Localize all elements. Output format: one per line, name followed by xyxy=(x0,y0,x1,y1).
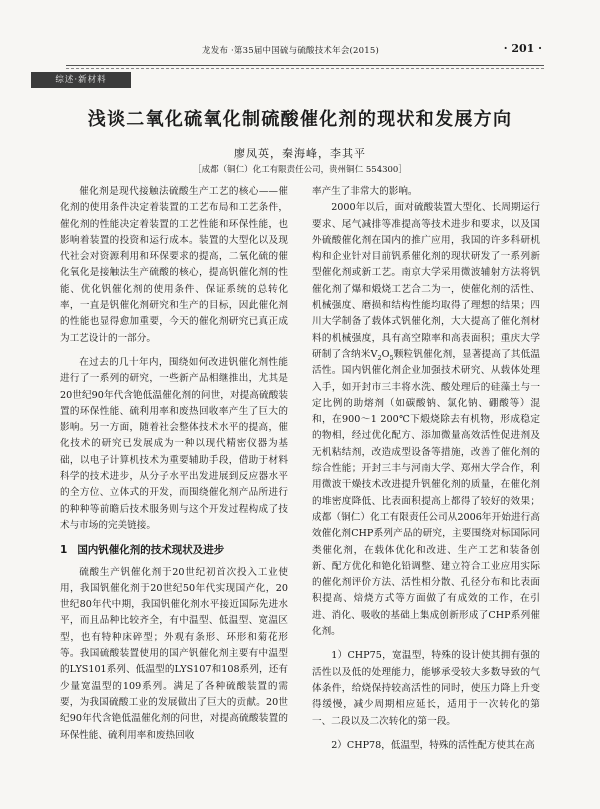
list-item: 2）CHP78，低温型，特殊的活性配方使其在高 xyxy=(331,739,535,751)
running-header xyxy=(0,44,600,64)
text-run: 2000年以后，面对硫酸装置大型化、长周期运行要求、尾气减排等准提高等技术进步和要求，以及国外硫酸催化剂在国内的推广应用，我国的许多科研机构和企业针对目前钒系催化剂的现状研发了一系列新型催化剂或新工艺。南京大学采用微波辅射方法将钒催化剂了爆和煅烧工艺合二为一，使催化剂的活性、机械强度、磨损和结构性能均取得了理想的结果；四川大学制备了载体式钒催化剂，大大提高了催化剂材料的机械强度，具有高空隙率和高表面积；重庆大学研制了含纳米V xyxy=(312,202,540,360)
right-column xyxy=(312,184,540,754)
left-column xyxy=(60,184,288,744)
subscript: 2 xyxy=(377,353,382,362)
text-run: O xyxy=(381,348,390,360)
section-heading-number: 1 xyxy=(60,544,68,557)
paragraph-spacer xyxy=(312,640,540,648)
body-paragraph-continued: 率产生了非常大的影响。 xyxy=(312,186,418,197)
body-paragraph: 在过去的几十年内，围绕如何改进钒催化剂性能进行了一系列的研究，一些新产品相继推出，尤其是20世纪90年代含铯低温催化剂的问世，对提高硫酸装置的环保性能、硫利用率和废热回收率产生了巨大的影响。另一方面，随着社会整体技术水平的提高，催化技术的研究已发展成为一种以现代精密仪器为基础，以电子计算机技术为重要辅助手段，借助于材料科学的技术进步，从分子水平出发进展到反应器水平的全方位、立体式的开发，而围绕催化剂产品所进行的种种等前瞻后技术服务则与这个开发过程构成了技术与市场的完美链接。 xyxy=(60,356,288,531)
article-authors: 廖凤英，秦海峰，李其平 xyxy=(234,147,366,160)
paragraph-spacer xyxy=(60,347,288,355)
text-run: 颗粒钒催化剂，显著提高了其低温活性。国内钒催化剂企业加强技术研究、从载体处理入手，如开封市三丰将水洗、酸处理后的硅藻土与一定比例的助熔剂（如碳酸钠、氯化钠、硼酸等）混和，在900～1 200℃下煅烧除去有机物，形成稳定的物相，经过优化配方、添加微量高效活性促进剂及无机粘结剂，改造成型设备等措施，改善了催化剂的综合性能；开封三丰与河南大学、郑州大学合作，利用微波干燥技术改进提升钒催化剂的质量，在催化剂的堆密度降低、比表面积提高上都得了较好的效果；成都（铜仁）化工有限责任公司从2006年开始进行高效催化剂CHP系列产品的研究，主要围绕对标国际同类催化剂，在载体优化和改进、生产工艺和装备创新、配方优化和铯化铅调整、建立符合工业应用实际的催化剂评价方法、活性相分散、孔径分布和比表面积提高、焙烧方式等方面做了有成效的工作，在引进、消化、吸收的基础上集成创新形成了CHP系列催化剂。 xyxy=(312,348,541,638)
article-affiliation: ［成都（铜仁）化工有限责任公司，贵州铜仁 554300］ xyxy=(193,165,407,175)
page-number: · 201 · xyxy=(503,42,542,55)
body-paragraph xyxy=(312,200,540,640)
body-paragraph: 硫酸生产钒催化剂于20世纪初首次投入工业使用，我国钒催化剂于20世纪50年代实现国产化，20世纪80年代中期，我国钒催化剂水平接近国际先进水平，而且品种比较齐全，有中温型、低温型、宽温区型，也有特种床碎型；外观有条形、环形和菊花形等。我国硫酸装置使用的国产钒催化剂主要有中温型的LYS101系列、低温型的LYS107和108系列，还有少量宽温型的109系列。满足了各种硫酸装置的需要，为我国硫酸工业的发展做出了巨大的贡献。20世纪90年代含铯低温催化剂的问世，对提高硫酸装置的环保性能、硫利用率和废热回收 xyxy=(60,566,288,741)
article-title: 浅谈二氧化硫氧化制硫酸催化剂的现状和发展方向 xyxy=(87,109,513,130)
section-heading xyxy=(60,542,288,558)
subscript: 5 xyxy=(389,353,394,362)
body-paragraph: 催化剂是现代接触法硫酸生产工艺的核心——催化剂的使用条件决定着装置的工艺布局和工艺条件，催化剂的性能决定着装置的工艺性能和环保性能，也影响着装置的投资和运行成本。装置的大型化以及现代社会对资源利用和环保要求的提高，二氧化硫的催化氧化是接触法生产硫酸的核心，提高钒催化剂的性能、优化钒催化剂的使用条件、保证系统的总转化率，一直是钒催化剂研究和生产的目标，因此催化剂的性能也显得愈加重要，今天的催化剂研究已真正成为工艺设计的一部分。 xyxy=(60,186,288,344)
journal-name: 龙发布 ·第35届中国硫与硫酸技术年会(2015) xyxy=(202,46,379,56)
paragraph-spacer xyxy=(312,730,540,738)
list-item: 1）CHP75，宽温型，特殊的设计使其拥有强的活性以及低的处理能力，能够承受较大多数导致的气体条件，给烧保持较高活性的同时，使压力降上升变得缓慢，减少周期相应延长，适用于一次转化的第一、二段以及二次转化的第一段。 xyxy=(312,650,540,727)
section-heading-text: 国内钒催化剂的技术现状及进步 xyxy=(77,544,225,557)
header-rule-dashed xyxy=(66,68,544,69)
section-tag: 综述·新材料 xyxy=(31,72,131,88)
header-rule xyxy=(66,65,544,66)
